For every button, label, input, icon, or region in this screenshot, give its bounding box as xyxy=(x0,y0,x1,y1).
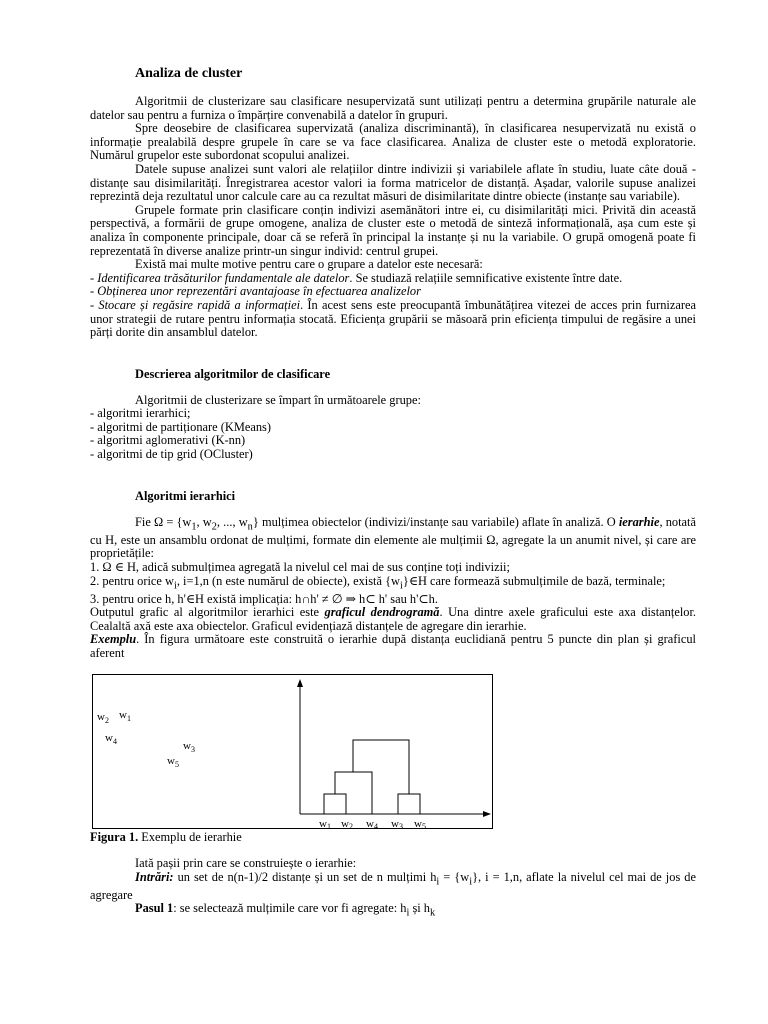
paragraph: Grupele formate prin clasificare conțin indivizi asemănători intre ei, cu disimilarități mici. Privită din această perspectivă, a formării de grupe omogene, analiza de cluster este o metodă de sinteză informațională, așa cum este și analiza în componente principale, doar că se referă în principal la instanțe și nu la variabile. O grupă omogenă poate fi reprezentată în diverse analize printr-un singur individ: centrul grupei. xyxy=(90,202,696,258)
point-label-w5: $w_5$ xyxy=(167,754,179,769)
step-inputs: Intrări: un set de n(n-1)/2 distanțe și un set de n mulțimi $h_i = \{w_i\}$, i = 1,n, aflate la nivelul cel mai de jos de agregare xyxy=(90,869,696,902)
paragraph: Fie $\Omega = \{w_1$, $w_2$, ..., $w_n$} mulțimea obiectelor (indivizi/instanțe sau variabile) aflate în analiză. O ierarhie, notată cu H, este un ansamblu ordonat de mulțimi, formate din elemente ale mulțimii Ω, agregate la un anumit nivel, și care are proprietățile: xyxy=(90,514,696,561)
document-body xyxy=(90,66,696,920)
figure-caption: Figura 1. Exemplu de ierarhie xyxy=(90,829,242,844)
property-item: 2. pentru orice $w_i$, i=1,n (n este numărul de obiecte), există $\{w_i\}\in H$ care formează submulțimile de bază, terminale; xyxy=(90,573,666,591)
leaf-label-w2: w2 xyxy=(341,817,353,828)
x-axis-arrow xyxy=(483,811,491,817)
point-label-w2: $w_2$ xyxy=(97,710,109,725)
paragraph: Algoritmii de clusterizare sau clasificare nesupervizată sunt utilizați pentru a determina grupările naturale ale datelor sau pentru a furniza o împărțire convenabilă a datelor în grupuri. xyxy=(90,94,696,122)
motive-item xyxy=(90,285,696,299)
section-heading: Descrierea algoritmilor de clasificare xyxy=(135,366,331,381)
point-label-w3: $w_3$ xyxy=(183,739,195,754)
section-heading: Algoritmi ierarhici xyxy=(135,488,236,503)
paragraph: Algoritmii de clusterizare se împart în următoarele grupe: xyxy=(135,392,421,407)
list-item: - algoritmi ierarhici; xyxy=(90,406,191,421)
paragraph: Iată pașii prin care se construiește o ierarhie: xyxy=(135,856,357,871)
y-axis-arrow xyxy=(297,679,303,687)
list-item: - algoritmi de tip grid (OCluster) xyxy=(90,447,253,462)
example-label: Exemplu xyxy=(90,632,137,647)
motive-item xyxy=(90,299,696,340)
leaf-label-w5: w5 xyxy=(414,817,426,828)
paragraph: Exemplu. În figura următoare este construită o ierarhie după distanța euclidiană pentru 5 puncte din plan și graficul aferent xyxy=(90,632,696,660)
paragraph: Spre deosebire de clasificarea supervizată (analiza discriminantă), în clasificarea nesupervizată nu există o informație prealabilă despre grupele în care se va face clasificarea. Analiza de cluster este o metodă exploratorie. Numărul grupelor este subordonat scopului analizei. xyxy=(90,121,696,163)
link-w1w2-w4 xyxy=(335,772,372,814)
dendrogram-links xyxy=(324,740,420,814)
list-item: - algoritmi aglomerativi (K-nn) xyxy=(90,433,246,448)
leaf-label-w1: w1 xyxy=(319,817,331,828)
motive-label: - Stocare și regăsire rapidă a informației xyxy=(90,297,301,312)
motive-text: . În acest sens este preocupantă îmbunătățirea vitezei de acces prin furnizarea unor strategii de rutare pentru informația stocată. Eficiența grupării se măsoară prin eficiența timpului de regăsire a unei părți dorite din ansamblul datelor. xyxy=(90,297,696,340)
link-root xyxy=(353,740,409,794)
point-label-w4: $w_4$ xyxy=(105,731,117,746)
step-1: Pasul 1: se selectează mulțimile care vor fi agregate: $h_i$ și $h_k$ xyxy=(135,901,436,919)
point-label-w1: $w_1$ xyxy=(119,708,131,723)
link-w3-w5 xyxy=(398,794,420,814)
list-item: - algoritmi de partiționare (KMeans) xyxy=(90,419,271,434)
motive-label: - Obținerea unor reprezentări avantajoase în efectuarea analizelor xyxy=(90,284,421,299)
property-item: 1. Ω ∈ H, adică submulțimea agregată la nivelul cel mai de sus conține toți indivizii; xyxy=(90,559,510,574)
property-item: 3. pentru orice h, h'∈H există implicația: h∩h' ≠ ∅ ⇒ h⊂ h' sau h'⊂h. xyxy=(90,591,438,606)
leaf-label-w4: w4 xyxy=(366,817,378,828)
term-ierarhie: ierarhie xyxy=(618,514,660,529)
paragraph: Datele supuse analizei sunt valori ale relațiilor dintre indivizii și variabilele aflate în studiu, luate câte două - distanțe sau disimilarități. Înregistrarea acestor valori ia forma matricelor de distanță. Așadar, valorile supuse analizei reprezintă deja rezultatul unor calcule care au ca rezultat măsuri de disimilaritate dintre obiecte (instanțe sau variabile). xyxy=(90,161,696,204)
figure-box xyxy=(92,674,493,829)
paragraph: Există mai multe motive pentru care o grupare a datelor este necesară: xyxy=(135,257,483,272)
leaf-label-w3: w3 xyxy=(391,817,403,828)
page-title: Analiza de cluster xyxy=(135,66,243,81)
figure-svg xyxy=(93,675,492,828)
motive-label: - Identificarea trăsăturilor fundamentale ale datelor xyxy=(90,270,350,285)
paragraph: Outputul grafic al algoritmilor ierarhici este graficul dendrogramă. Una dintre axele graficului este axa distanțelor. Cealaltă axă este axa obiectelor. Graficul evidențiază distanțele de agregare din ierarhie. xyxy=(90,605,696,633)
motive-item xyxy=(90,272,696,286)
term-dendrograma: graficul dendrogramă xyxy=(324,605,440,620)
motive-text: . Se studiază relațiile semnificative existente între date. xyxy=(349,270,623,285)
link-w1-w2 xyxy=(324,794,346,814)
